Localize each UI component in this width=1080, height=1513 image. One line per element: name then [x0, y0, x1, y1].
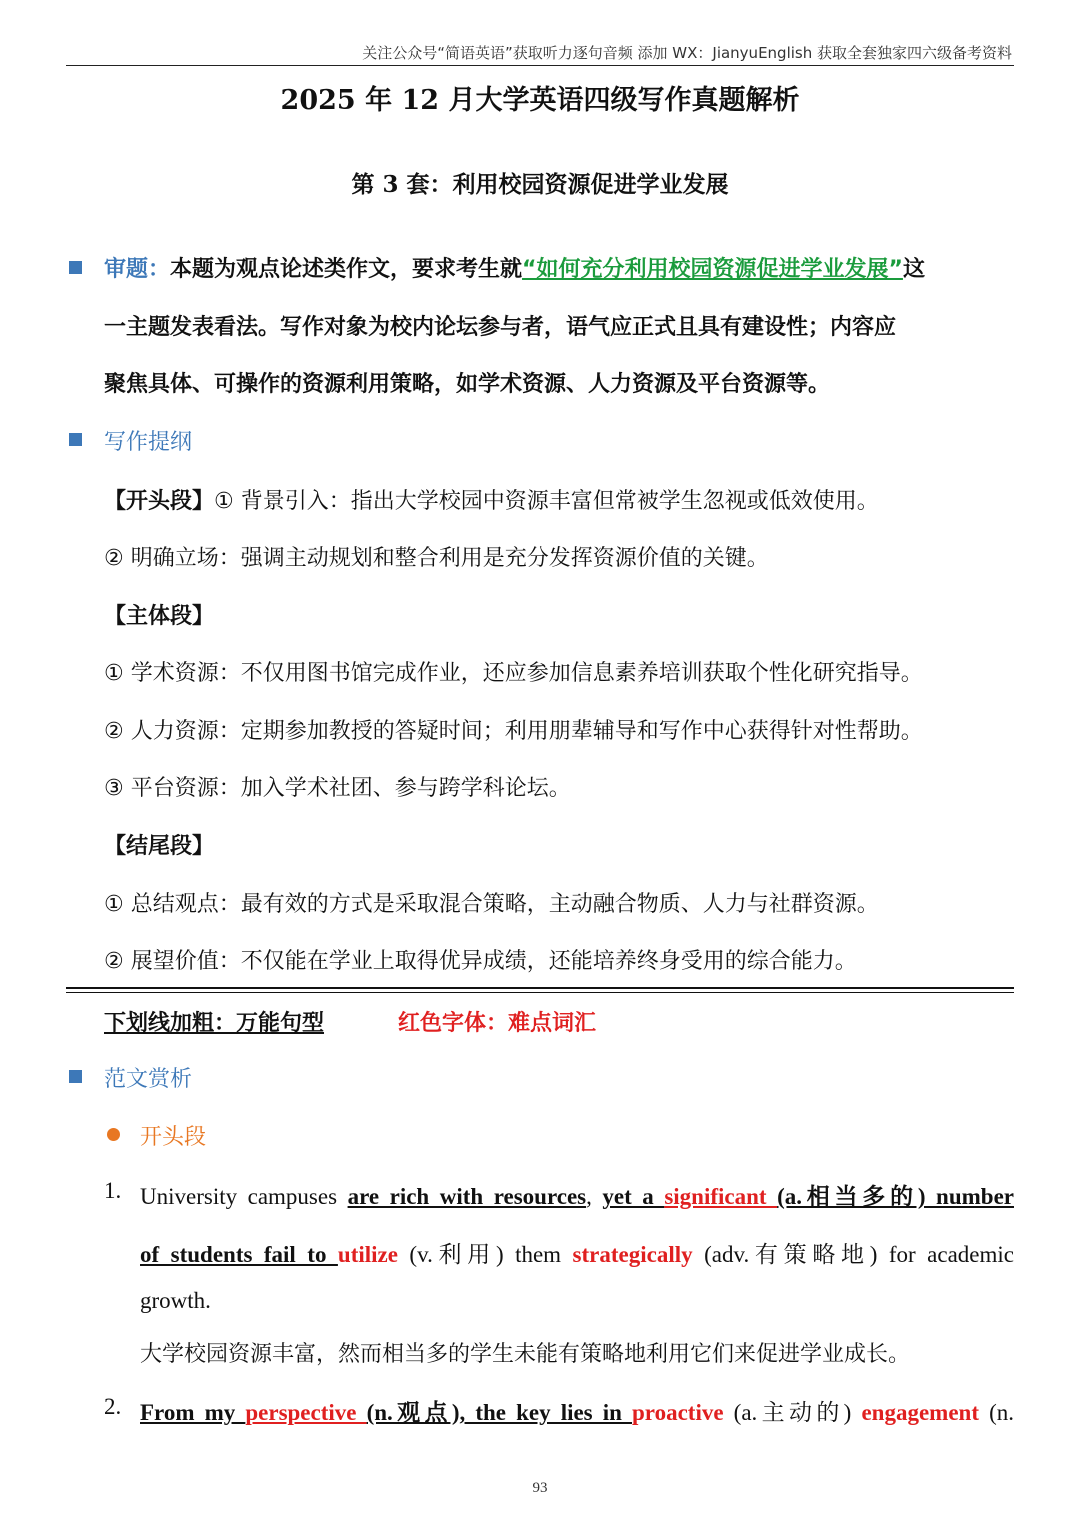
outline-opening-item-2: ② 明确立场：强调主动规划和整合利用是充分发挥资源价值的关键。 [104, 546, 769, 571]
s2-word-proactive: proactive [632, 1400, 724, 1425]
double-rule-bottom [66, 992, 1014, 993]
section-bullet-square [69, 261, 82, 274]
s2-gloss-proactive: (a.主动的) [723, 1400, 862, 1425]
page-subtitle: 第 3 套：利用校园资源促进学业发展 [351, 171, 729, 198]
analysis-label: 审题： [104, 257, 171, 282]
s1-gloss-utilize: (v.利用) them [397, 1242, 573, 1267]
bullet-dot [107, 1128, 120, 1141]
legend-red-font: 红色字体：难点词汇 [398, 1011, 597, 1036]
analysis-line1-pre: 本题为观点论述类作文，要求考生就 [170, 257, 523, 282]
s1-word-strategically: strategically [572, 1242, 693, 1267]
s2-phrase-key: (n.观点), the key lies in [366, 1400, 633, 1425]
s1-phrase-yet: yet a [602, 1184, 665, 1209]
header-promo: 关注公众号“简语英语”获取听力逐句音频 添加 WX：JianyuEnglish 获取全套独家四六级备考资料 [362, 44, 1012, 62]
s2-gloss-engagement: (n. [978, 1400, 1014, 1425]
s1-comma: , [586, 1184, 603, 1209]
outline-label: 写作提纲 [104, 430, 193, 455]
outline-opening-heading: 【开头段】 [104, 489, 215, 514]
s2-word-perspective: perspective [245, 1400, 367, 1425]
analysis-topic: “如何充分利用校园资源促进学业发展” [522, 257, 903, 282]
outline-body-heading: 【主体段】 [104, 604, 215, 629]
analysis-line1-post: 这 [902, 257, 925, 282]
sentence-2-line-1 [140, 1394, 1014, 1427]
section-bullet-square [69, 433, 82, 446]
page-title: 2025 年 12 月大学英语四级写作真题解析 [280, 85, 800, 116]
s1-phrase-number: (a.相当多的) number [777, 1184, 1014, 1209]
model-opening-label: 开头段 [140, 1125, 207, 1150]
outline-opening-item-1: ① 背景引入：指出大学校园中资源丰富但常被学生忽视或低效使用。 [214, 489, 879, 514]
s1-text-a: University campuses [140, 1184, 348, 1209]
model-label: 范文赏析 [104, 1067, 193, 1092]
s1-phrase-rich: are rich with resources [347, 1184, 587, 1209]
s1-word-significant: significant [664, 1184, 778, 1209]
outline-closing-item-2: ② 展望价值：不仅能在学业上取得优异成绩，还能培养终身受用的综合能力。 [104, 949, 857, 974]
s2-phrase-from: From my [140, 1400, 246, 1425]
section-bullet-square [69, 1070, 82, 1083]
sentence-1-translation: 大学校园资源丰富，然而相当多的学生未能有策略地利用它们来促进学业成长。 [140, 1342, 911, 1367]
analysis-line-1 [104, 252, 925, 283]
sentence-1-number: 1. [104, 1178, 122, 1203]
analysis-line-3: 聚焦具体、可操作的资源利用策略，如学术资源、人力资源及平台资源等。 [104, 372, 831, 397]
analysis-line-2: 一主题发表看法。写作对象为校内论坛参与者，语气应正式且具有建设性；内容应 [104, 315, 897, 340]
outline-body-item-2: ② 人力资源：定期参加教授的答疑时间；利用朋辈辅导和写作中心获得针对性帮助。 [104, 719, 923, 744]
s1-word-utilize: utilize [337, 1242, 398, 1267]
outline-opening-1 [104, 484, 879, 515]
legend-underline-bold: 下划线加粗：万能句型 [104, 1011, 325, 1036]
sentence-1-line-2 [140, 1236, 1014, 1269]
header-divider [66, 65, 1014, 66]
page-number: 93 [532, 1480, 548, 1496]
sentence-2-number: 2. [104, 1394, 122, 1419]
sentence-1-line-1 [140, 1178, 1014, 1211]
s1-phrase-fail: of students fail to [140, 1242, 338, 1267]
double-rule-top [66, 987, 1014, 989]
s2-word-engagement: engagement [861, 1400, 979, 1425]
outline-body-item-3: ③ 平台资源：加入学术社团、参与跨学科论坛。 [104, 776, 571, 801]
sentence-1-line-3: growth. [140, 1288, 211, 1313]
outline-closing-heading: 【结尾段】 [104, 834, 215, 859]
outline-body-item-1: ① 学术资源：不仅用图书馆完成作业，还应参加信息素养培训获取个性化研究指导。 [104, 661, 923, 686]
s1-gloss-strategically: (adv.有策略地) for academic [692, 1242, 1014, 1267]
outline-closing-item-1: ① 总结观点：最有效的方式是采取混合策略，主动融合物质、人力与社群资源。 [104, 892, 879, 917]
